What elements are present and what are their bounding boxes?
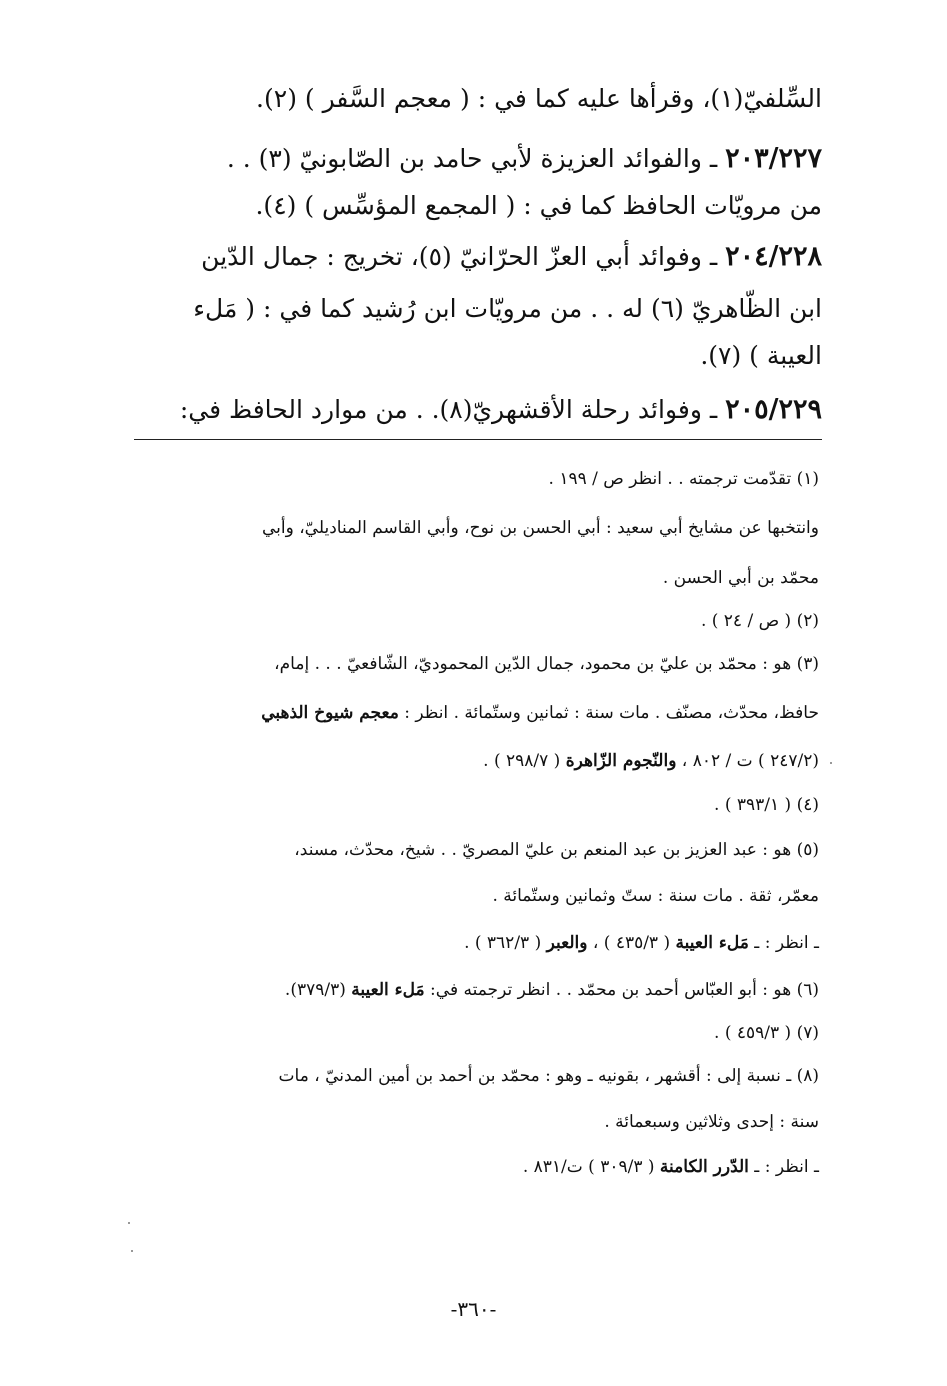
footnote-6-source-title: مَلء العيبة bbox=[351, 980, 425, 1000]
main-line-6: العيبة ) (٧). bbox=[700, 341, 822, 370]
footnote-6 bbox=[119, 982, 819, 999]
footnote-5-source-title-2: والعبر bbox=[546, 933, 588, 953]
entry-text-229: ـ وفوائد رحلة الأقشهريّ(٨). . من موارد الحافظ في: bbox=[179, 395, 726, 424]
main-line-1: السِّلفيّ(١)، وقرأها عليه كما في : ( معجم السَّفر ) (٢). bbox=[256, 84, 822, 113]
scan-speck bbox=[131, 1250, 133, 1252]
footnote-8-line-2: سنة : إحدى وثلاثين وسبعمائة . bbox=[604, 1112, 819, 1132]
footnote-7: (٧) ( ٤٥٩/٣ ) . bbox=[714, 1023, 819, 1043]
footnote-separator bbox=[134, 439, 822, 440]
footnote-3-line-2 bbox=[119, 705, 819, 722]
footnote-8-line-3 bbox=[119, 1159, 819, 1176]
footnote-8-line-1: (٨) ـ نسبة إلى : أقشهر ، بقونيه ـ وهو : محمّد بن أحمد بن أمين المدنيّ ، مات bbox=[278, 1066, 819, 1086]
page-number: -٣٦٠- bbox=[450, 1297, 497, 1321]
scan-speck bbox=[830, 762, 832, 764]
footnote-3-line-1: (٣) هو : محمّد بن عليّ بن محمود، جمال الدّين المحموديّ، الشّافعيّ . . . إمام، bbox=[274, 654, 819, 674]
footnote-2: (٢) ( ص / ٢٤ ) . bbox=[700, 611, 819, 631]
footnote-5-source-title: مَلء العيبة bbox=[675, 933, 749, 953]
entry-number-228: ٢٠٤/٢٢٨ bbox=[725, 241, 822, 272]
footnote-1-line-3: محمّد بن أبي الحسن . bbox=[662, 568, 819, 588]
entry-text-227: ـ والفوائد العزيزة لأبي حامد بن الصّابونيّ (٣) . . bbox=[226, 144, 726, 173]
footnote-8-ref: ( ٣٠٩/٣ ) ت/٨٣١ . bbox=[522, 1157, 660, 1177]
footnote-5-line-1: (٥) هو : عبد العزيز بن عبد المنعم بن عليّ المصريّ . . شيخ، محدّث، مسند، bbox=[294, 840, 819, 860]
footnote-6-ref: (٣٧٩/٣). bbox=[284, 980, 352, 1000]
entry-227 bbox=[122, 145, 822, 172]
scan-speck bbox=[128, 1222, 130, 1224]
footnote-5-see: ـ انظر : ـ bbox=[748, 933, 819, 953]
footnote-4: (٤) ( ٣٩٣/١ ) . bbox=[714, 795, 819, 815]
footnote-3-source-title: معجم شيوخ الذهبي bbox=[261, 703, 399, 723]
footnote-5-line-2: معمّر، ثقة . مات سنة : ستّ وثمانين وستّمائة . bbox=[492, 886, 819, 906]
footnote-8-source-title: الدّرر الكامنة bbox=[659, 1157, 749, 1177]
footnote-1-line-2: وانتخبها عن مشايخ أبي سعيد : أبي الحسن بن نوح، وأبي القاسم المناديليّ، وأبي bbox=[261, 518, 819, 538]
entry-number-229: ٢٠٥/٢٢٩ bbox=[725, 394, 822, 425]
entry-228 bbox=[122, 243, 822, 270]
main-line-5: ابن الظّاهريّ (٦) له . . من مرويّات ابن رُشيد كما في : ( مَلء bbox=[193, 294, 822, 323]
entry-text-228: ـ وفوائد أبي العزّ الحرّانيّ (٥)، تخريج : جمال الدّين bbox=[201, 242, 726, 271]
footnote-3-text: حافظ، محدّث، مصنّف . مات سنة : ثمانين وستّمائة . انظر : bbox=[398, 703, 819, 723]
footnote-3-line-3 bbox=[119, 753, 819, 770]
main-line-3: من مرويّات الحافظ كما في : ( المجمع المؤسِّس ) (٤). bbox=[255, 191, 822, 220]
footnote-1-line-1: (١) تقدّمت ترجمته . . انظر ص / ١٩٩ . bbox=[548, 469, 819, 489]
footnote-6-text: (٦) هو : أبو العبّاس أحمد بن محمّد . . انظر ترجمته في: bbox=[424, 980, 819, 1000]
footnote-3-source-title-2: والنّجوم الزّاهرة bbox=[565, 751, 677, 771]
entry-number-227: ٢٠٣/٢٢٧ bbox=[725, 143, 822, 174]
footnote-8-see: ـ انظر : ـ bbox=[748, 1157, 819, 1177]
footnote-3-ref-2: ( ٢٩٨/٧ ) . bbox=[483, 751, 566, 771]
footnote-5-line-3 bbox=[119, 935, 819, 952]
footnote-3-ref: (٢٤٧/٢ ) ت / ٨٠٢ ، bbox=[676, 751, 819, 771]
footnote-5-ref: ( ٤٣٥/٣ ) ، bbox=[587, 933, 676, 953]
footnote-5-ref-2: ( ٣٦٢/٣ ) . bbox=[464, 933, 547, 953]
entry-229 bbox=[122, 396, 822, 423]
